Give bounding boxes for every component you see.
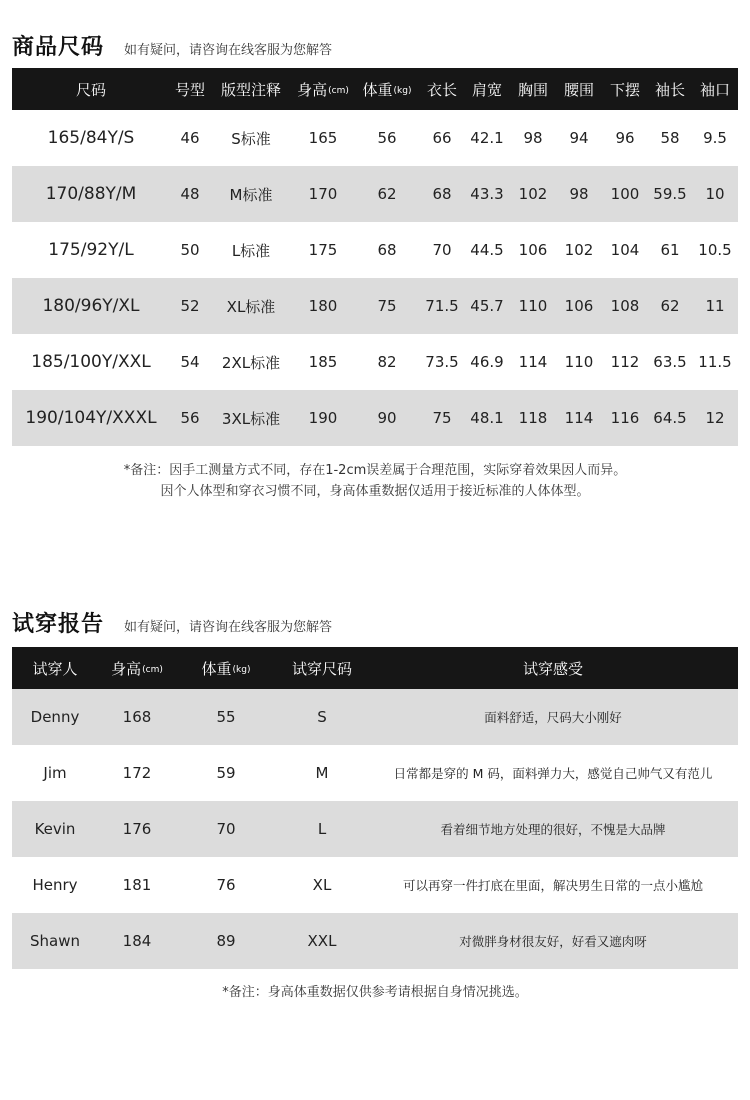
size-table-cell: L标准 bbox=[231, 241, 271, 260]
header-unit: (cm) bbox=[142, 665, 163, 675]
size-table-cell: 170 bbox=[308, 185, 338, 203]
size-table-cell: 82 bbox=[377, 353, 397, 371]
trial-table-row bbox=[12, 689, 738, 745]
trial-table-row bbox=[12, 745, 738, 801]
trial-table-cell: M bbox=[315, 764, 329, 782]
size-table-cell: 52 bbox=[180, 297, 200, 315]
size-table-cell: 58 bbox=[660, 129, 680, 147]
size-table-cell: 73.5 bbox=[425, 353, 459, 371]
size-table-cell: 185 bbox=[308, 353, 338, 371]
trial-table-cell: 面料舒适，尺码大小刚好 bbox=[484, 710, 622, 725]
header-label: 身高 bbox=[111, 659, 142, 678]
size-table-row bbox=[12, 110, 738, 166]
size-table-cell: 68 bbox=[377, 241, 397, 259]
trial-table-cell: 可以再穿一件打底在里面，解决男生日常的一点小尴尬 bbox=[402, 878, 703, 893]
trial-table-header-cell bbox=[12, 647, 98, 689]
size-table-cell: 46 bbox=[180, 129, 200, 147]
trial-table-cell: Jim bbox=[43, 764, 67, 782]
trial-table-row bbox=[12, 913, 738, 969]
size-table-cell: 11 bbox=[705, 297, 725, 315]
trial-section-subtitle: 如有疑问，请咨询在线客服为您解答 bbox=[124, 620, 333, 635]
size-table-header-cell bbox=[354, 68, 420, 110]
size-table-cell: 175/92Y/L bbox=[48, 240, 134, 260]
trial-table-cell: XXL bbox=[307, 932, 337, 950]
size-table-cell: 64.5 bbox=[653, 409, 687, 427]
header-unit: (kg) bbox=[393, 86, 412, 96]
size-table-cell: 54 bbox=[180, 353, 200, 371]
size-table-cell: 61 bbox=[660, 241, 680, 259]
size-table-row bbox=[12, 278, 738, 334]
size-table-cell: 43.3 bbox=[470, 185, 504, 203]
size-note bbox=[0, 460, 750, 502]
size-table-cell: 180/96Y/XL bbox=[42, 296, 140, 316]
trial-table-cell: 176 bbox=[122, 820, 152, 838]
size-table-cell: 2XL标准 bbox=[221, 353, 281, 372]
size-table-header-cell bbox=[170, 68, 210, 110]
trial-table-cell: 59 bbox=[216, 764, 236, 782]
header-label: 尺码 bbox=[75, 80, 106, 99]
size-table-cell: 170/88Y/M bbox=[45, 184, 137, 204]
size-table-cell: 110 bbox=[564, 353, 594, 371]
size-table-cell: XL标准 bbox=[226, 297, 276, 316]
trial-table-cell: Shawn bbox=[30, 932, 80, 950]
trial-section-title: 试穿报告 bbox=[12, 612, 105, 637]
trial-section-header bbox=[12, 607, 332, 638]
size-section-header bbox=[12, 30, 332, 61]
size-chart-table bbox=[12, 68, 738, 446]
header-label: 胸围 bbox=[517, 80, 548, 99]
trial-table-cell: Henry bbox=[32, 876, 78, 894]
size-table-header-cell bbox=[556, 68, 602, 110]
size-table-cell: 106 bbox=[518, 241, 548, 259]
trial-note: *备注：身高体重数据仅供参考请根据自身情况挑选。 bbox=[222, 985, 528, 1000]
size-table-cell: 108 bbox=[610, 297, 640, 315]
size-table-header-cell bbox=[602, 68, 648, 110]
size-table-header-cell bbox=[510, 68, 556, 110]
size-table-cell: 104 bbox=[610, 241, 640, 259]
size-table-cell: 44.5 bbox=[470, 241, 504, 259]
size-table-cell: 66 bbox=[432, 129, 452, 147]
size-table-cell: 112 bbox=[610, 353, 640, 371]
trial-table-cell: XL bbox=[312, 876, 332, 894]
trial-table-cell: Kevin bbox=[34, 820, 76, 838]
size-table-cell: 100 bbox=[610, 185, 640, 203]
header-label: 衣长 bbox=[426, 80, 457, 99]
header-label: 袖口 bbox=[699, 80, 730, 99]
size-table-cell: 96 bbox=[615, 129, 635, 147]
header-label: 号型 bbox=[174, 80, 205, 99]
trial-table-header-cell bbox=[176, 647, 276, 689]
size-table-cell: 48.1 bbox=[470, 409, 504, 427]
trial-table-cell: 76 bbox=[216, 876, 236, 894]
size-table-header-cell bbox=[420, 68, 464, 110]
size-table-cell: 56 bbox=[377, 129, 397, 147]
size-table-header-cell bbox=[648, 68, 692, 110]
header-label: 体重 bbox=[362, 80, 393, 99]
size-table-cell: 70 bbox=[432, 241, 452, 259]
size-table-cell: 62 bbox=[660, 297, 680, 315]
size-table-cell: 3XL标准 bbox=[221, 409, 281, 428]
size-table-cell: 45.7 bbox=[470, 297, 504, 315]
header-label: 试穿人 bbox=[32, 659, 78, 678]
size-table-cell: 62 bbox=[377, 185, 397, 203]
size-table-cell: 11.5 bbox=[698, 353, 732, 371]
size-note-line2: 因个人体型和穿衣习惯不同，身高体重数据仅适用于接近标准的人体体型。 bbox=[160, 484, 590, 499]
trial-table-cell: 对微胖身材很友好，好看又遮肉呀 bbox=[459, 934, 647, 949]
trial-table-cell: 181 bbox=[122, 876, 152, 894]
size-table-cell: 10 bbox=[705, 185, 725, 203]
size-table-row bbox=[12, 166, 738, 222]
header-label: 腰围 bbox=[563, 80, 594, 99]
size-note-line1: *备注：因手工测量方式不同，存在1-2cm误差属于合理范围，实际穿着效果因人而异。 bbox=[123, 463, 627, 478]
trial-table-row bbox=[12, 857, 738, 913]
header-label: 版型注释 bbox=[220, 80, 281, 99]
size-table-cell: 185/100Y/XXL bbox=[31, 352, 151, 372]
size-table-cell: 165 bbox=[308, 129, 338, 147]
size-table-cell: 63.5 bbox=[653, 353, 687, 371]
trial-table-header bbox=[12, 647, 738, 689]
size-table-body bbox=[12, 110, 738, 446]
trial-table-cell: 89 bbox=[216, 932, 236, 950]
trial-table-cell: 看着细节地方处理的很好，不愧是大品牌 bbox=[440, 822, 666, 837]
trial-table-cell: 168 bbox=[122, 708, 152, 726]
trial-report-table bbox=[12, 647, 738, 969]
size-table-cell: 9.5 bbox=[703, 129, 727, 147]
size-section-subtitle: 如有疑问，请咨询在线客服为您解答 bbox=[124, 43, 333, 58]
size-table-cell: 12 bbox=[705, 409, 725, 427]
size-table-cell: 190/104Y/XXXL bbox=[25, 408, 157, 428]
size-table-cell: 114 bbox=[518, 353, 548, 371]
trial-table-row bbox=[12, 801, 738, 857]
size-table-cell: M标准 bbox=[229, 185, 273, 204]
size-table-cell: 71.5 bbox=[425, 297, 459, 315]
size-table-cell: 48 bbox=[180, 185, 200, 203]
size-table-cell: 180 bbox=[308, 297, 338, 315]
size-section-title: 商品尺码 bbox=[12, 35, 105, 60]
trial-table-cell: 172 bbox=[122, 764, 152, 782]
size-table-cell: 75 bbox=[432, 409, 452, 427]
size-table-cell: 90 bbox=[377, 409, 397, 427]
size-table-cell: 116 bbox=[610, 409, 640, 427]
header-label: 试穿感受 bbox=[522, 659, 583, 678]
size-table-header-cell bbox=[12, 68, 170, 110]
size-table-cell: 110 bbox=[518, 297, 548, 315]
size-table-cell: 98 bbox=[523, 129, 543, 147]
size-table-cell: 102 bbox=[518, 185, 548, 203]
header-label: 袖长 bbox=[654, 80, 685, 99]
size-table-cell: 56 bbox=[180, 409, 200, 427]
size-table-cell: 175 bbox=[308, 241, 338, 259]
size-table-header-cell bbox=[692, 68, 738, 110]
size-table-cell: 165/84Y/S bbox=[47, 128, 135, 148]
size-table-header-cell bbox=[292, 68, 354, 110]
trial-table-cell: 70 bbox=[216, 820, 236, 838]
header-unit: (cm) bbox=[328, 86, 349, 96]
header-label: 肩宽 bbox=[471, 80, 502, 99]
size-table-header bbox=[12, 68, 738, 110]
size-table-row bbox=[12, 390, 738, 446]
size-table-cell: 59.5 bbox=[653, 185, 687, 203]
size-table-cell: 94 bbox=[569, 129, 589, 147]
size-table-cell: 106 bbox=[564, 297, 594, 315]
trial-table-cell: Denny bbox=[30, 708, 80, 726]
size-table-cell: 68 bbox=[432, 185, 452, 203]
trial-table-header-cell bbox=[276, 647, 368, 689]
size-table-row bbox=[12, 222, 738, 278]
trial-table-cell: S bbox=[317, 708, 327, 726]
trial-table-cell: 55 bbox=[216, 708, 236, 726]
size-table-cell: 118 bbox=[518, 409, 548, 427]
size-table-cell: 42.1 bbox=[470, 129, 504, 147]
size-table-cell: 50 bbox=[180, 241, 200, 259]
trial-table-cell: 184 bbox=[122, 932, 152, 950]
header-label: 试穿尺码 bbox=[291, 659, 352, 678]
size-table-header-cell bbox=[210, 68, 292, 110]
size-table-cell: S标准 bbox=[231, 129, 271, 148]
trial-table-cell: L bbox=[317, 820, 327, 838]
size-table-cell: 102 bbox=[564, 241, 594, 259]
size-table-cell: 190 bbox=[308, 409, 338, 427]
trial-table-cell: 日常都是穿的 M 码，面料弹力大，感觉自己帅气又有范儿 bbox=[393, 766, 713, 781]
size-table-cell: 114 bbox=[564, 409, 594, 427]
size-table-row bbox=[12, 334, 738, 390]
trial-table-header-cell bbox=[368, 647, 738, 689]
header-label: 下摆 bbox=[609, 80, 640, 99]
size-table-cell: 98 bbox=[569, 185, 589, 203]
trial-table-body bbox=[12, 689, 738, 969]
size-table-cell: 46.9 bbox=[470, 353, 504, 371]
size-table-cell: 10.5 bbox=[698, 241, 732, 259]
header-unit: (kg) bbox=[232, 665, 251, 675]
trial-table-header-cell bbox=[98, 647, 176, 689]
header-label: 身高 bbox=[297, 80, 328, 99]
header-label: 体重 bbox=[201, 659, 232, 678]
size-table-cell: 75 bbox=[377, 297, 397, 315]
size-table-header-cell bbox=[464, 68, 510, 110]
